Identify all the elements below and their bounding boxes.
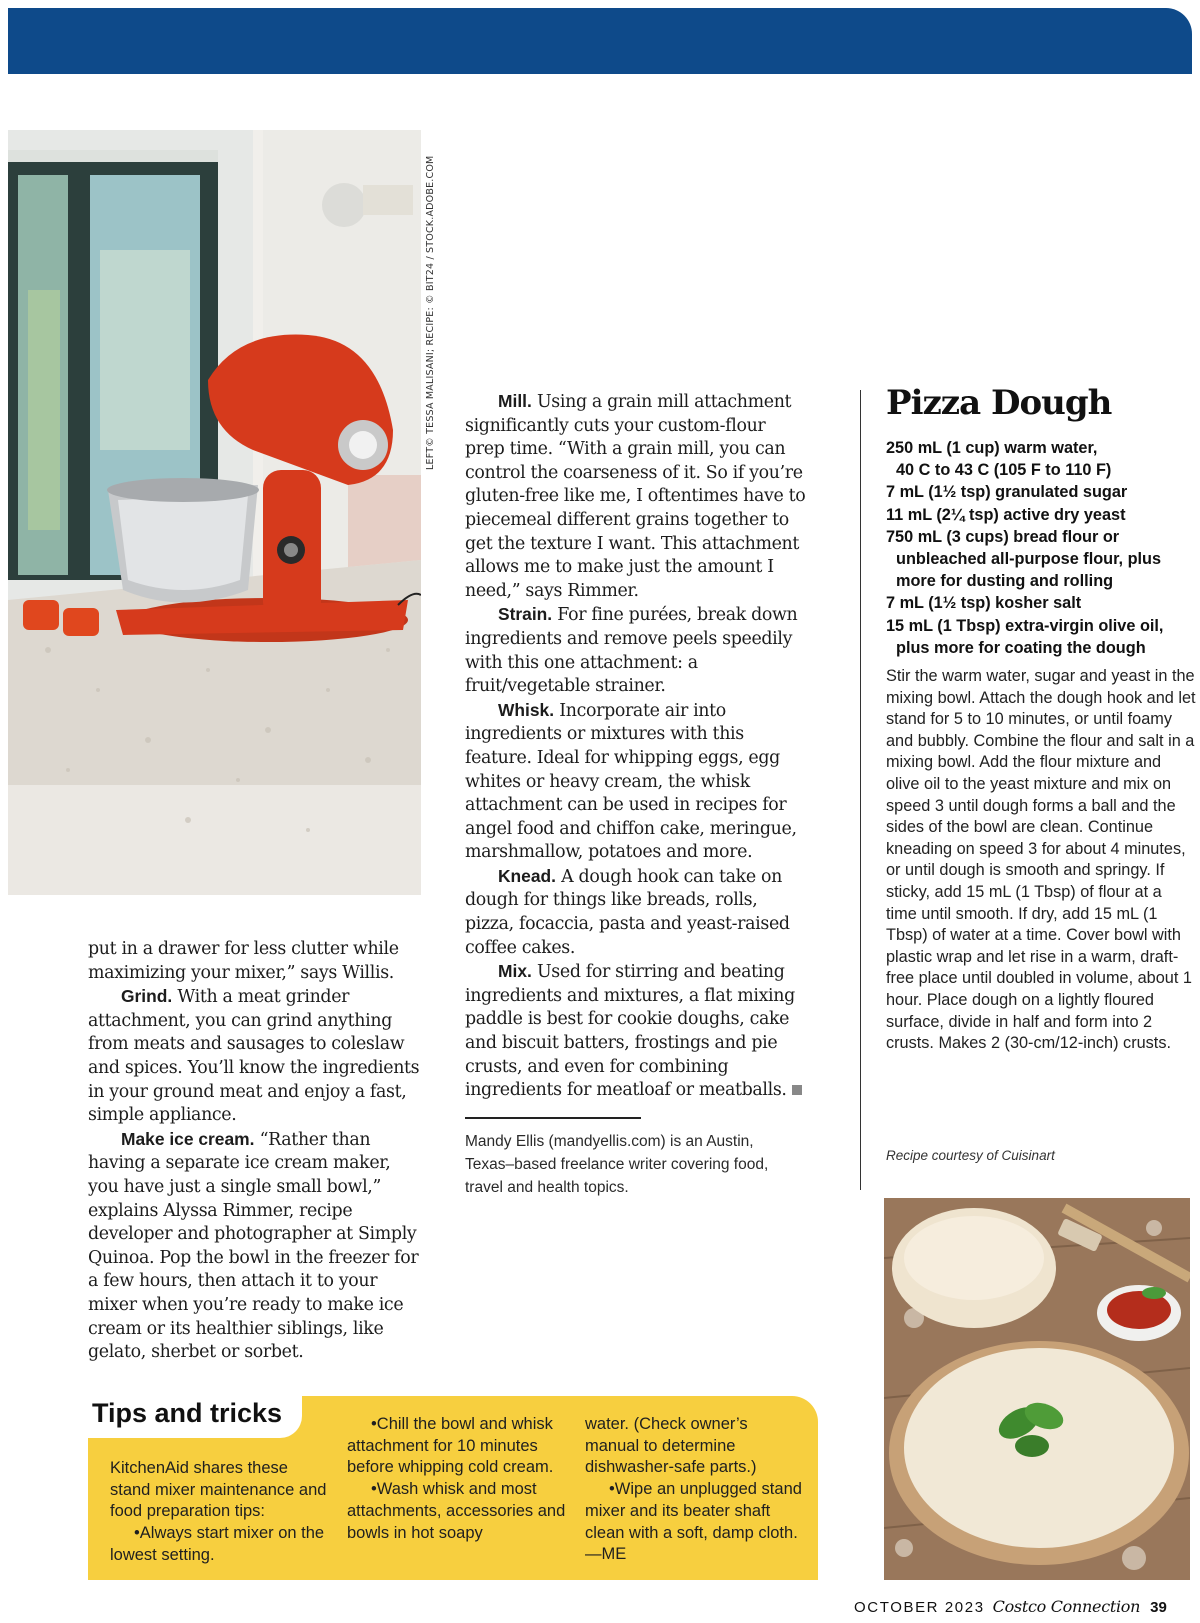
grind-paragraph xyxy=(88,985,426,1128)
article-column-1 xyxy=(88,938,426,1365)
ice-cream-text: “Rather than having a separate ice cream maker, you have just a single small bowl,” explains Alyssa Rimmer, recipe developer and photographer at Simply Quinoa. Pop the bowl in the freezer for a few hours, then attach it to your mixer when you’re ready to make ice cream or its healthier siblings, like gelato, sherbet or sorbet. xyxy=(88,1129,419,1363)
tip-item: •Chill the bowl and whisk attachment for 10 minutes before whipping cold cream. xyxy=(347,1415,554,1477)
whisk-paragraph xyxy=(465,699,808,865)
column-divider xyxy=(860,390,861,1190)
pizza-dough-photo xyxy=(884,1198,1190,1580)
ingredient-item xyxy=(886,504,1196,526)
tips-title: Tips and tricks xyxy=(92,1398,283,1428)
ingredient-continuation: 40 C to 43 C (105 F to 110 F) xyxy=(896,461,1112,480)
end-mark-icon xyxy=(792,1085,802,1095)
tip-item-continued: water. (Check owner’s manual to determine dishwasher-safe parts.) xyxy=(585,1415,757,1477)
mix-lead: Mix. xyxy=(498,961,532,982)
knead-text: A dough hook can take on dough for things like breads, rolls, pizza, focaccia, pasta and yeast-raised coffee cakes. xyxy=(465,866,790,958)
intro-paragraph: put in a drawer for less clutter while maximizing your mixer,” says Willis. xyxy=(88,939,399,983)
knead-lead: Knead. xyxy=(498,865,556,886)
header-banner xyxy=(8,8,1192,74)
ingredient-line: 11 mL (2¼ tsp) active dry yeast xyxy=(886,505,1126,524)
whisk-text: Incorporate air into ingredients or mixtures with this feature. Ideal for whipping eggs, egg whites or heavy cream, the whisk attachment can be used in recipes for angel food and chiffon cake, meringue, marshmallow, potatoes and more. xyxy=(465,700,797,863)
tips-intro: KitchenAid shares these stand mixer maintenance and food preparation tips: xyxy=(110,1459,327,1521)
strain-text: For fine purées, break down ingredients and remove peels speedily with this one attachment: a fruit/vegetable strainer. xyxy=(465,605,798,697)
ice-cream-lead: Make ice cream. xyxy=(121,1128,255,1149)
strain-lead: Strain. xyxy=(498,604,553,625)
ingredient-line: 15 mL (1 Tbsp) extra-virgin olive oil, xyxy=(886,616,1164,635)
ingredient-line: 250 mL (1 cup) warm water, xyxy=(886,439,1098,457)
tip-item: •Wash whisk and most attachments, accessories and bowls in hot soapy xyxy=(347,1480,566,1542)
ingredient-list xyxy=(886,437,1196,659)
tips-column-1 xyxy=(110,1458,332,1567)
ingredient-item xyxy=(886,437,1196,481)
mix-text: Used for stirring and beating ingredients and mixtures, a flat mixing paddle is best for cookie doughs, cake and biscuit batters, frostings and pie crusts, and even for combining ingredients for meatloaf or meatballs. xyxy=(465,962,795,1101)
ice-cream-paragraph xyxy=(88,1128,426,1365)
grind-lead: Grind. xyxy=(121,986,173,1007)
recipe-directions: Stir the warm water, sugar and yeast in the mixing bowl. Attach the dough hook and let stand for 5 to 10 minutes, or until foamy and bubbly. Combine the flour and salt in a mixing bowl. Add the flour mixture and olive oil to the yeast mixture and mix on speed 3 until dough forms a ball and the sides of the bowl are clean. Continue kneading on speed 3 for about 4 minutes, or until dough is smooth and springy. If sticky, add 15 mL (1 Tbsp) of flour at a time until smooth. If dry, add 15 mL (1 Tbsp) of water at a time. Cover bowl with plastic wrap and let rise in a warm, draft-free place until doubled in volume, about 1 hour. Place dough on a lightly floured surface, divide in half and form into 2 crusts. Makes 2 (30-cm/12-inch) crusts. xyxy=(886,667,1196,1053)
ingredient-line: 7 mL (1½ tsp) kosher salt xyxy=(886,594,1082,613)
whisk-lead: Whisk. xyxy=(498,699,555,720)
page-footer xyxy=(854,1597,1167,1616)
mill-text: Using a grain mill attachment significantly cuts your custom-flour prep time. “With a grain mill, you can control the coarseness of it. So if you’re gluten-free like me, I oftentimes have to piecemeal different grains together to get the texture I want. This attachment allows me to make just the amount I need,” says Rimmer. xyxy=(465,392,806,601)
ingredient-continuation: unbleached all-purpose flour, plus more for dusting and rolling xyxy=(896,550,1162,591)
ingredient-item xyxy=(886,481,1196,503)
author-bio: Mandy Ellis (mandyellis.com) is an Austin, Texas–based freelance writer covering food, travel and health topics. xyxy=(465,1133,769,1196)
stand-mixer-photo xyxy=(8,130,421,895)
bio-divider xyxy=(465,1117,641,1119)
grind-text: With a meat grinder attachment, you can grind anything from meats and sausages to coleslaw and spices. You’ll know the ingredients in your ground meat and enjoy a fast, simple appliance. xyxy=(88,987,420,1126)
tip-item: •Always start mixer on the lowest setting. xyxy=(110,1524,325,1564)
ingredient-item xyxy=(886,592,1196,614)
knead-paragraph xyxy=(465,865,808,960)
publication-name: Costco Connection xyxy=(992,1597,1141,1616)
recipe-courtesy: Recipe courtesy of Cuisinart xyxy=(886,1148,1055,1163)
tips-column-2 xyxy=(347,1414,572,1544)
mix-paragraph xyxy=(465,960,808,1103)
photo-credit xyxy=(424,130,438,470)
article-column-2 xyxy=(465,390,808,1103)
issue-date: OCTOBER 2023 xyxy=(854,1599,985,1616)
tips-column-3 xyxy=(585,1414,805,1566)
ingredient-line: 750 mL (3 cups) bread flour or xyxy=(886,527,1120,546)
ingredient-continuation: plus more for coating the dough xyxy=(896,638,1146,657)
photo-credit-text: LEFT© TESSA MALISANI; RECIPE: © BIT24 / STOCK.ADOBE.COM xyxy=(425,155,436,470)
strain-paragraph xyxy=(465,603,808,698)
ingredient-item xyxy=(886,526,1196,593)
tip-item: •Wipe an unplugged stand mixer and its beater shaft clean with a soft, damp cloth.—ME xyxy=(585,1480,802,1564)
ingredient-line: 7 mL (1½ tsp) granulated sugar xyxy=(886,483,1128,502)
recipe-title: Pizza Dough xyxy=(886,383,1112,423)
mill-lead: Mill. xyxy=(498,391,532,411)
ingredient-item xyxy=(886,615,1196,659)
mill-paragraph xyxy=(465,390,808,603)
page-number: 39 xyxy=(1150,1599,1167,1616)
